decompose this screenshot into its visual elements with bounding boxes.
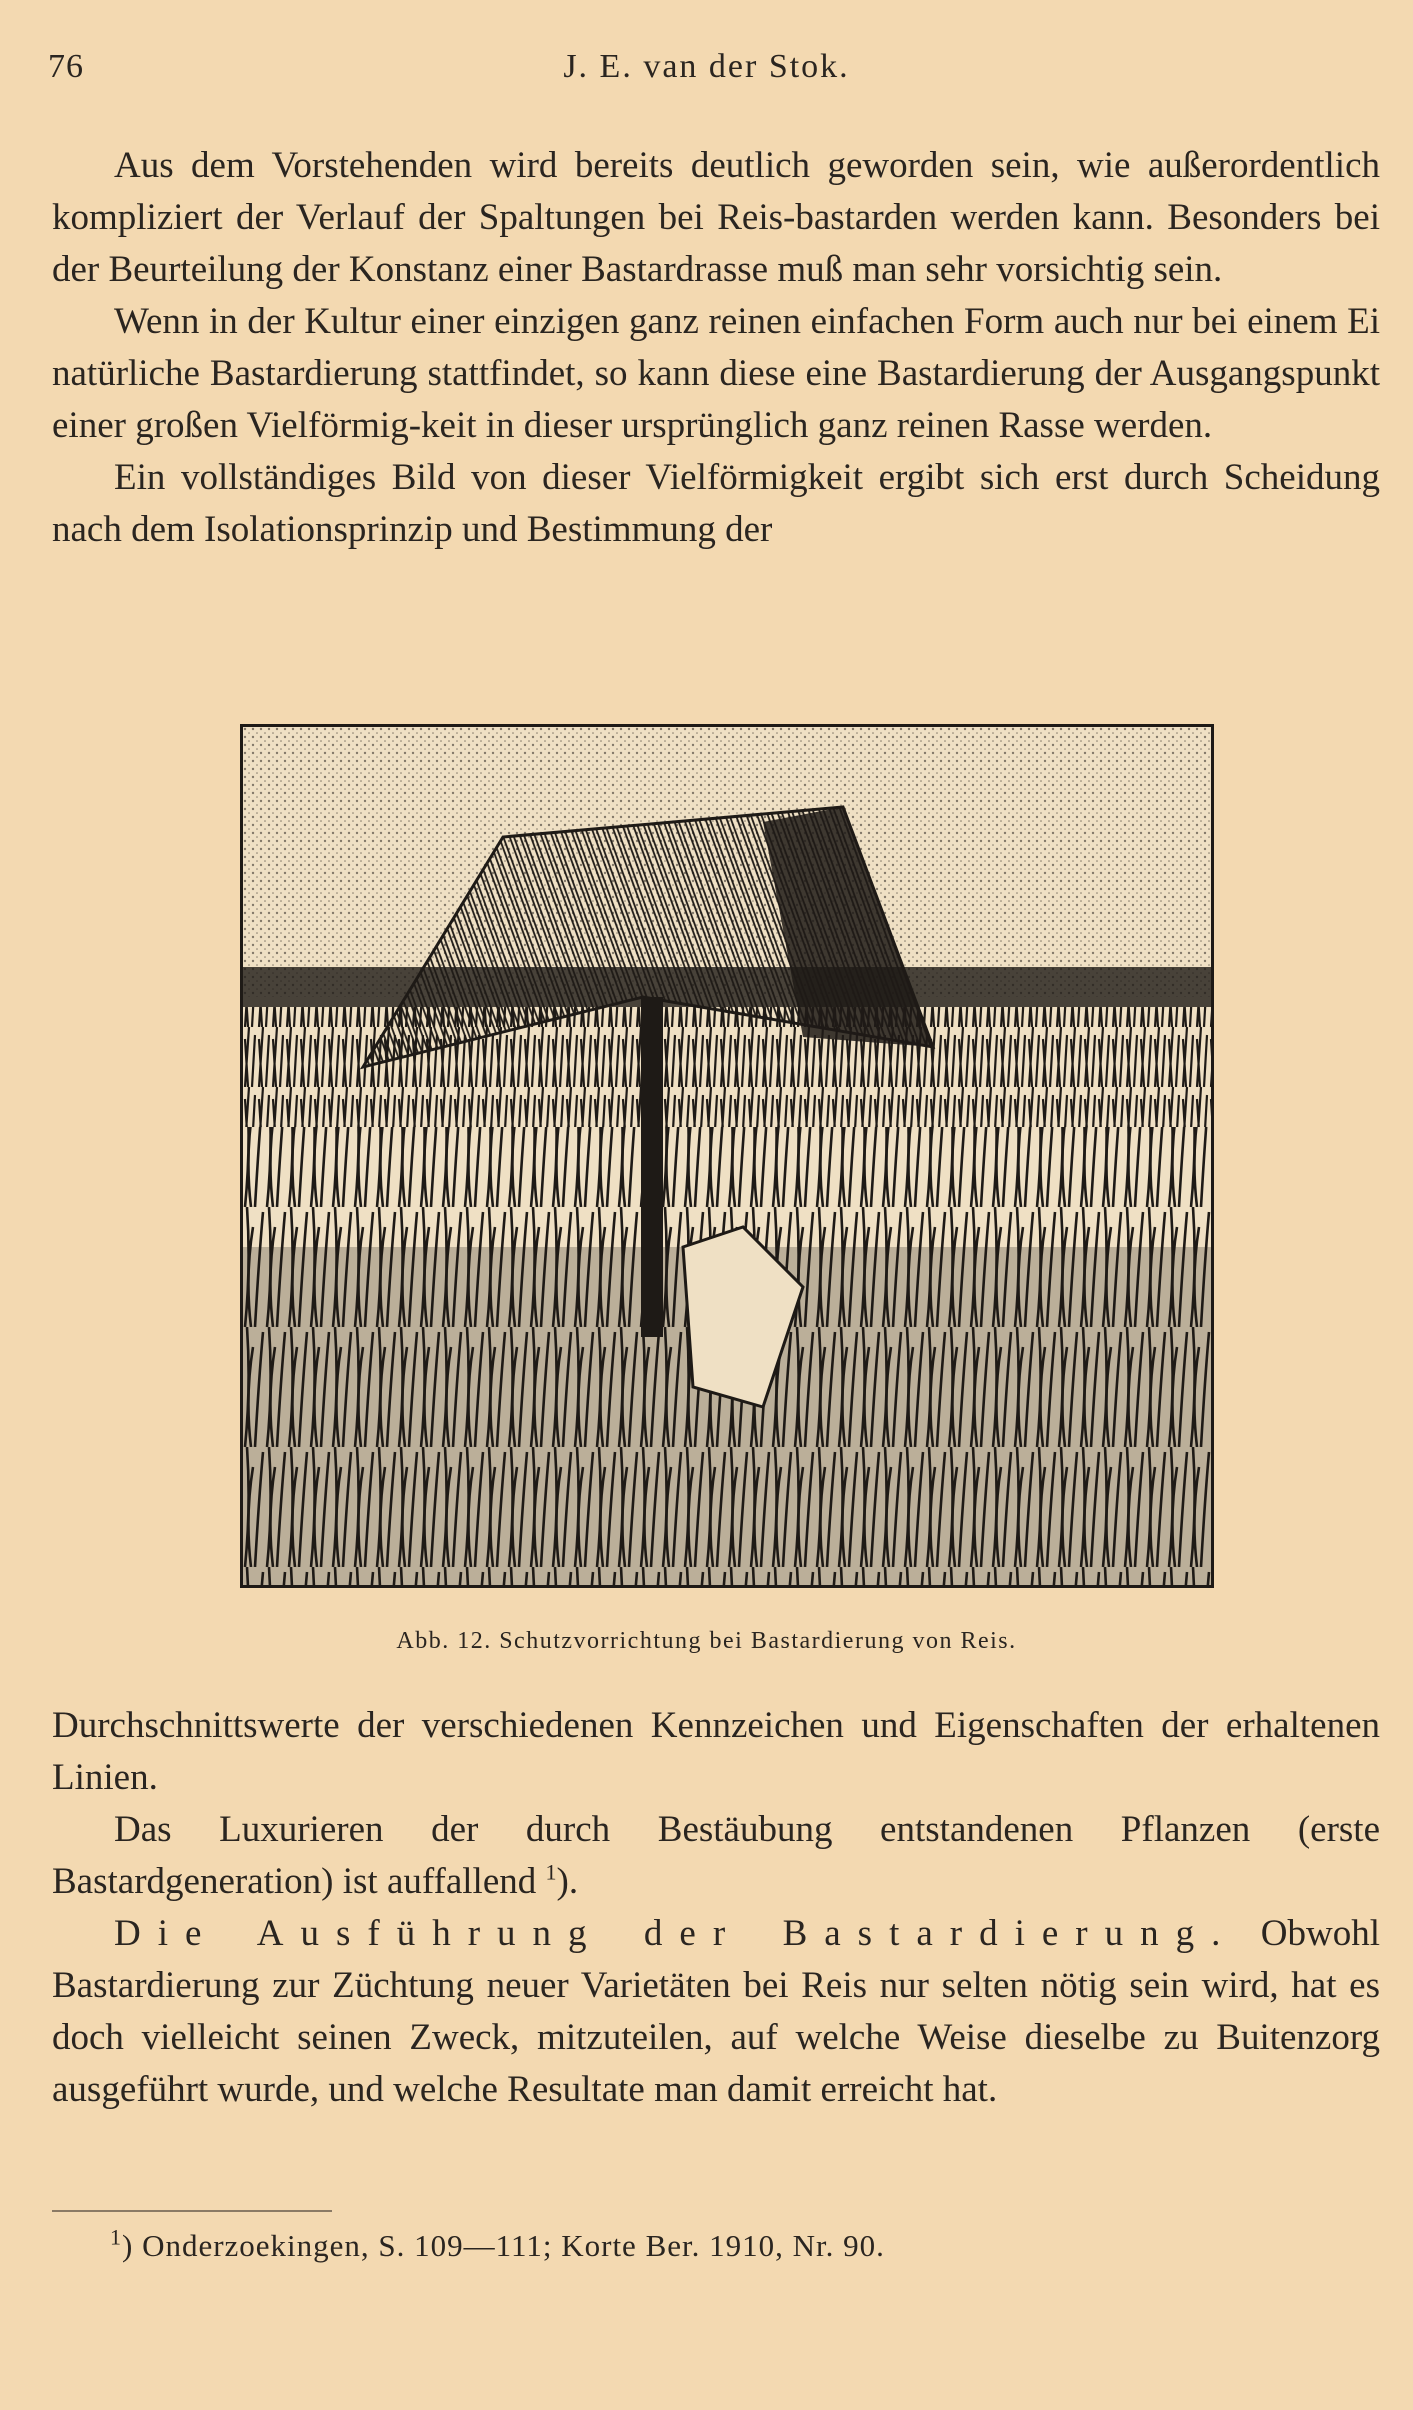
- footnote-reference: 1: [545, 1859, 557, 1885]
- paragraph-text-end: ).: [556, 1861, 579, 1902]
- footnote-text: ) Onderzoekingen, S. 109—111; Korte Ber. 1910, Nr. 90.: [122, 2228, 885, 2263]
- footnote-divider: [52, 2210, 332, 2212]
- paragraph: Wenn in der Kultur einer einzigen ganz reinen einfachen Form auch nur bei einem Ei natürliche Bastardierung stattfindet, so kann diese eine Bastardierung der Ausgangspunkt einer großen Vielförmig-keit in dieser ursprünglich ganz reinen Rasse werden.: [52, 301, 1380, 446]
- paragraph-text: Das Luxurieren der durch Bestäubung entstandenen Pflanzen (erste Bastardgeneration) ist auffallend: [52, 1809, 1380, 1902]
- section-run-in-heading: Die Ausführung der Bastardierung.: [114, 1913, 1238, 1954]
- rice-field-hut-illustration: [243, 727, 1211, 1585]
- footnote: [110, 2224, 885, 2264]
- figure-caption: Abb. 12. Schutzvorrichtung bei Bastardierung von Reis.: [396, 1628, 1017, 1654]
- text-block-top: [52, 140, 1380, 556]
- paragraph-text: Obwohl Bastardierung zur Züchtung neuer Varietäten bei Reis nur selten nötig sein wird, hat es doch vielleicht seinen Zweck, mitzuteilen, auf welche Weise dieselbe zu Buitenzorg ausgeführt wurde, und welche Resultate man damit erreicht hat.: [52, 1913, 1380, 2110]
- figure-illustration: [240, 724, 1214, 1588]
- paragraph: [52, 1804, 1380, 1908]
- paragraph: Durchschnittswerte der verschiedenen Kennzeichen und Eigenschaften der erhaltenen Linien.: [52, 1705, 1380, 1798]
- footnote-mark: 1: [110, 2224, 122, 2250]
- text-block-bottom: [52, 1700, 1380, 2116]
- paragraph: [52, 1908, 1380, 2116]
- page-number: 76: [48, 48, 84, 85]
- page-header: [48, 48, 1365, 88]
- paragraph: Aus dem Vorstehenden wird bereits deutlich geworden sein, wie außerordentlich kompliziert der Verlauf der Spaltungen bei Reis-bastarden werden kann. Besonders bei der Beurteilung der Konstanz einer Bastardrasse muß man sehr vorsichtig sein.: [52, 145, 1380, 290]
- paragraph: Ein vollständiges Bild von dieser Vielförmigkeit ergibt sich erst durch Scheidung nach dem Isolationsprinzip und Bestimmung der: [52, 457, 1380, 550]
- running-head: J. E. van der Stok.: [563, 48, 850, 85]
